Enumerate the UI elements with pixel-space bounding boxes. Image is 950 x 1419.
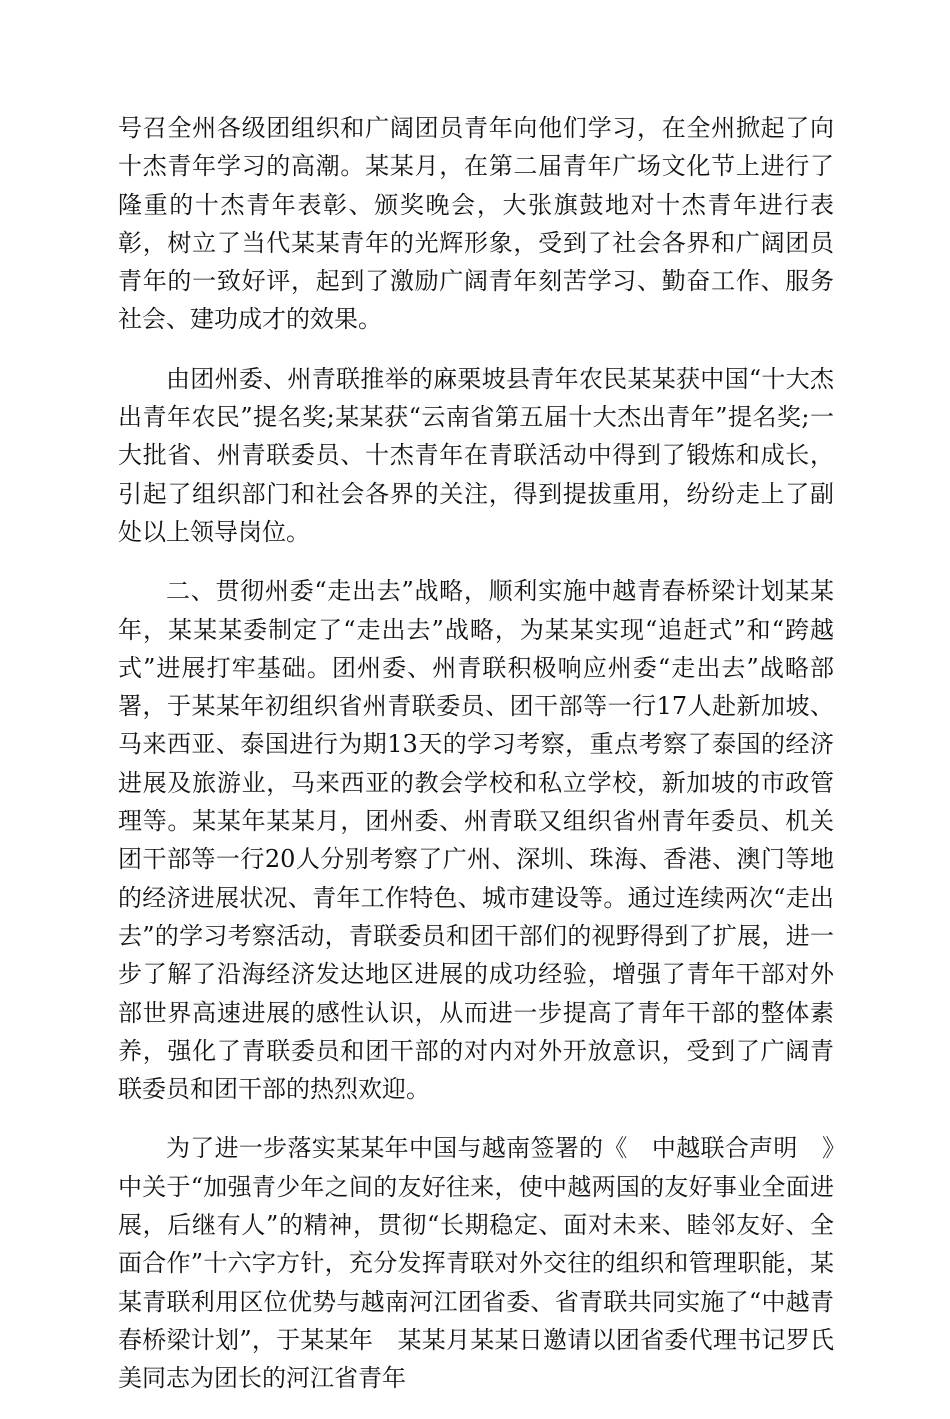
paragraph-1: 号召全州各级团组织和广阔团员青年向他们学习，在全州掀起了向十杰青年学习的高潮。某某月，在第二届青年广场文化节上进行了隆重的十杰青年表彰、颁奖晚会，大张旗鼓地对十杰青年进行表彰，树立了当代某某青年的光辉形象，受到了社会各界和广阔团员青年的一致好评，起到了激励广阔青年刻苦学习、勤奋工作、服务社会、建功成才的效果。 <box>118 114 834 334</box>
paragraph-3: 二、贯彻州委“走出去”战略，顺利实施中越青春桥梁计划某某年，某某某委制定了“走出去”战略，为某某实现“追赶式”和“跨越式”进展打牢基础。团州委、州青联积极响应州委“走出去”战略部署，于某某年初组织省州青联委员、团干部等一行17人赴新加坡、马来西亚、泰国进行为期13天的学习考察，重点考察了泰国的经济进展及旅游业，马来西亚的教会学校和私立学校，新加坡的市政管理等。某某年某某月，团州委、州青联又组织省州青年委员、机关团干部等一行20人分别考察了广州、深圳、珠海、香港、澳门等地的经济进展状况、青年工作特色、城市建设等。通过连续两次“走出去”的学习考察活动，青联委员和团干部们的视野得到了扩展，进一步了解了沿海经济发达地区进展的成功经验，增强了青年干部对外部世界高速进展的感性认识，从而进一步提高了青年干部的整体素养，强化了青联委员和团干部的对内对外开放意识，受到了广阔青联委员和团干部的热烈欢迎。 <box>118 577 834 1104</box>
paragraph-4: 为了进一步落实某某年中国与越南签署的《 中越联合声明 》中关于“加强青少年之间的友好往来，使中越两国的友好事业全面进展，后继有人”的精神，贯彻“长期稳定、面对未来、睦邻友好、全面合作”十六字方针，充分发挥青联对外交往的组织和管理职能，某某青联利用区位优势与越南河江团省委、省青联共同实施了“中越青春桥梁计划”，于某某年 某某月某某日邀请以团省委代理书记罗氏美同志为团长的河江省青年 <box>118 1134 834 1393</box>
paragraph-2: 由团州委、州青联推举的麻栗坡县青年农民某某获中国“十大杰出青年农民”提名奖;某某获“云南省第五届十大杰出青年”提名奖;一大批省、州青联委员、十杰青年在青联活动中得到了锻炼和成长，引起了组织部门和社会各界的关注，得到提拔重用，纷纷走上了副处以上领导岗位。 <box>118 364 834 546</box>
document-body <box>118 109 834 1419</box>
